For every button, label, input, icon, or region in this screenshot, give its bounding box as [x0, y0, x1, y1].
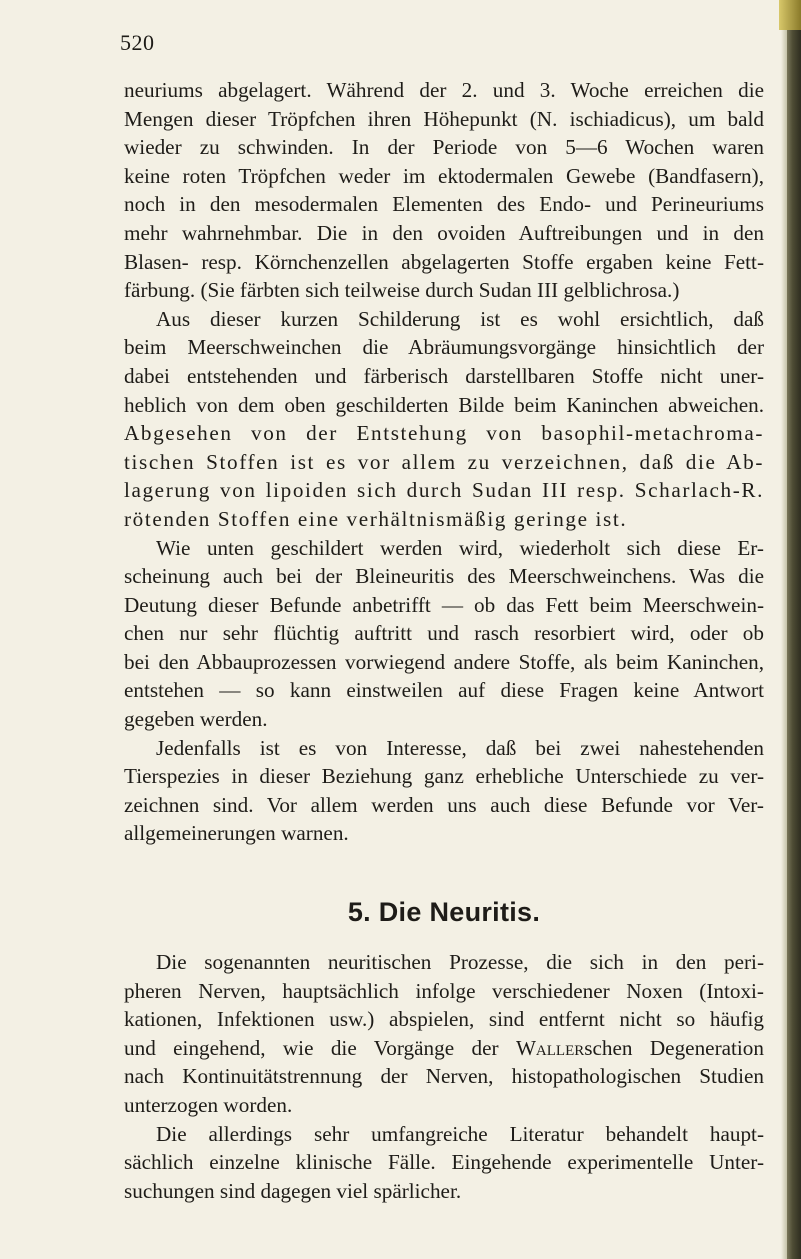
- text-line: Aus dieser kurzen Schilderung ist es wohl ersichtlich, daß: [156, 306, 764, 331]
- text-fragment: und eingehend, wie die Vorgänge der: [124, 1035, 516, 1060]
- text-line: chen nur sehr flüchtig auftritt und rasch resorbiert wird, oder ob: [124, 621, 764, 646]
- text-line: heblich von dem oben geschilderten Bilde beim Kaninchen abweichen.: [124, 392, 764, 417]
- text-line: gegeben werden.: [124, 707, 268, 732]
- author-name-smallcaps: Waller: [515, 1035, 585, 1060]
- text-line: beim Meerschweinchen die Abräumungsvorgänge hinsichtlich der: [124, 335, 764, 360]
- page-edge-shadow: [787, 0, 801, 1259]
- text-line: Blasen- resp. Körnchenzellen abgelagerten Stoffe ergaben keine Fett-: [124, 249, 764, 274]
- text-line: mehr wahrnehmbar. Die in den ovoiden Auftreibungen und in den: [124, 220, 764, 245]
- spaced-text-line: rötenden Stoffen eine verhältnismäßig geringe ist.: [124, 506, 628, 531]
- text-line: pheren Nerven, hauptsächlich infolge verschiedener Noxen (Intoxi-: [124, 978, 764, 1003]
- text-line: Die allerdings sehr umfangreiche Literatur behandelt haupt-: [156, 1121, 764, 1146]
- text-line: kationen, Infektionen usw.) abspielen, sind entfernt nicht so häufig: [124, 1007, 764, 1032]
- text-line: sächlich einzelne klinische Fälle. Eingehende experimentelle Unter-: [124, 1150, 764, 1175]
- text-line: nach Kontinuitätstrennung der Nerven, histopathologischen Studien: [124, 1064, 764, 1089]
- text-line: zeichnen sind. Vor allem werden uns auch diese Befunde vor Ver-: [124, 792, 764, 817]
- text-line: keine roten Tröpfchen weder im ektodermalen Gewebe (Bandfasern),: [124, 163, 764, 188]
- text-line: suchungen sind dagegen viel spärlicher.: [124, 1178, 462, 1203]
- text-line: bei den Abbauprozessen vorwiegend andere Stoffe, als beim Kaninchen,: [124, 649, 764, 674]
- text-line: entstehen — so kann einstweilen auf diese Fragen keine Antwort: [124, 678, 764, 703]
- text-line: allgemeinerungen warnen.: [124, 821, 349, 846]
- spaced-text-line: Abgesehen von der Entstehung von basophil-metachroma-: [124, 421, 764, 446]
- text-line: Die sogenannten neuritischen Prozesse, die sich in den peri-: [156, 950, 764, 975]
- spaced-text-line: lagerung von lipoiden sich durch Sudan III resp. Scharlach-R.: [124, 478, 764, 503]
- text-line: unterzogen worden.: [124, 1093, 293, 1117]
- text-line-with-name: [124, 1034, 764, 1063]
- spaced-text-line: tischen Stoffen ist es vor allem zu verzeichnen, daß die Ab-: [124, 449, 764, 474]
- text-line: Wie unten geschildert werden wird, wiederholt sich diese Er-: [156, 535, 764, 560]
- text-line: färbung. (Sie färbten sich teilweise durch Sudan III gelblichrosa.): [124, 278, 680, 303]
- text-line: wieder zu schwinden. In der Periode von 5—6 Wochen waren: [124, 135, 764, 160]
- section-heading: 5. Die Neuritis.: [347, 897, 541, 928]
- page-edge-tab: [779, 0, 801, 30]
- text-line: Tierspezies in dieser Beziehung ganz erhebliche Unterschiede zu ver-: [124, 764, 764, 789]
- text-line: dabei entstehenden und färberisch darstellbaren Stoffe nicht uner-: [124, 363, 764, 388]
- text-line: noch in den mesodermalen Elementen des Endo- und Perineuriums: [124, 192, 764, 217]
- body-text: [124, 76, 764, 1205]
- text-fragment: schen Degeneration: [584, 1035, 764, 1060]
- text-line: neuriums abgelagert. Während der 2. und 3. Woche erreichen die: [124, 78, 764, 102]
- text-line: Mengen dieser Tröpfchen ihren Höhepunkt (N. ischiadicus), um bald: [124, 106, 764, 131]
- text-line: Jedenfalls ist es von Interesse, daß bei zwei nahestehenden: [156, 735, 764, 760]
- text-line: scheinung auch bei der Bleineuritis des Meerschweinchens. Was die: [124, 564, 764, 589]
- page-number: 520: [120, 30, 155, 55]
- text-line: Deutung dieser Befunde anbetrifft — ob das Fett beim Meerschwein-: [124, 592, 764, 617]
